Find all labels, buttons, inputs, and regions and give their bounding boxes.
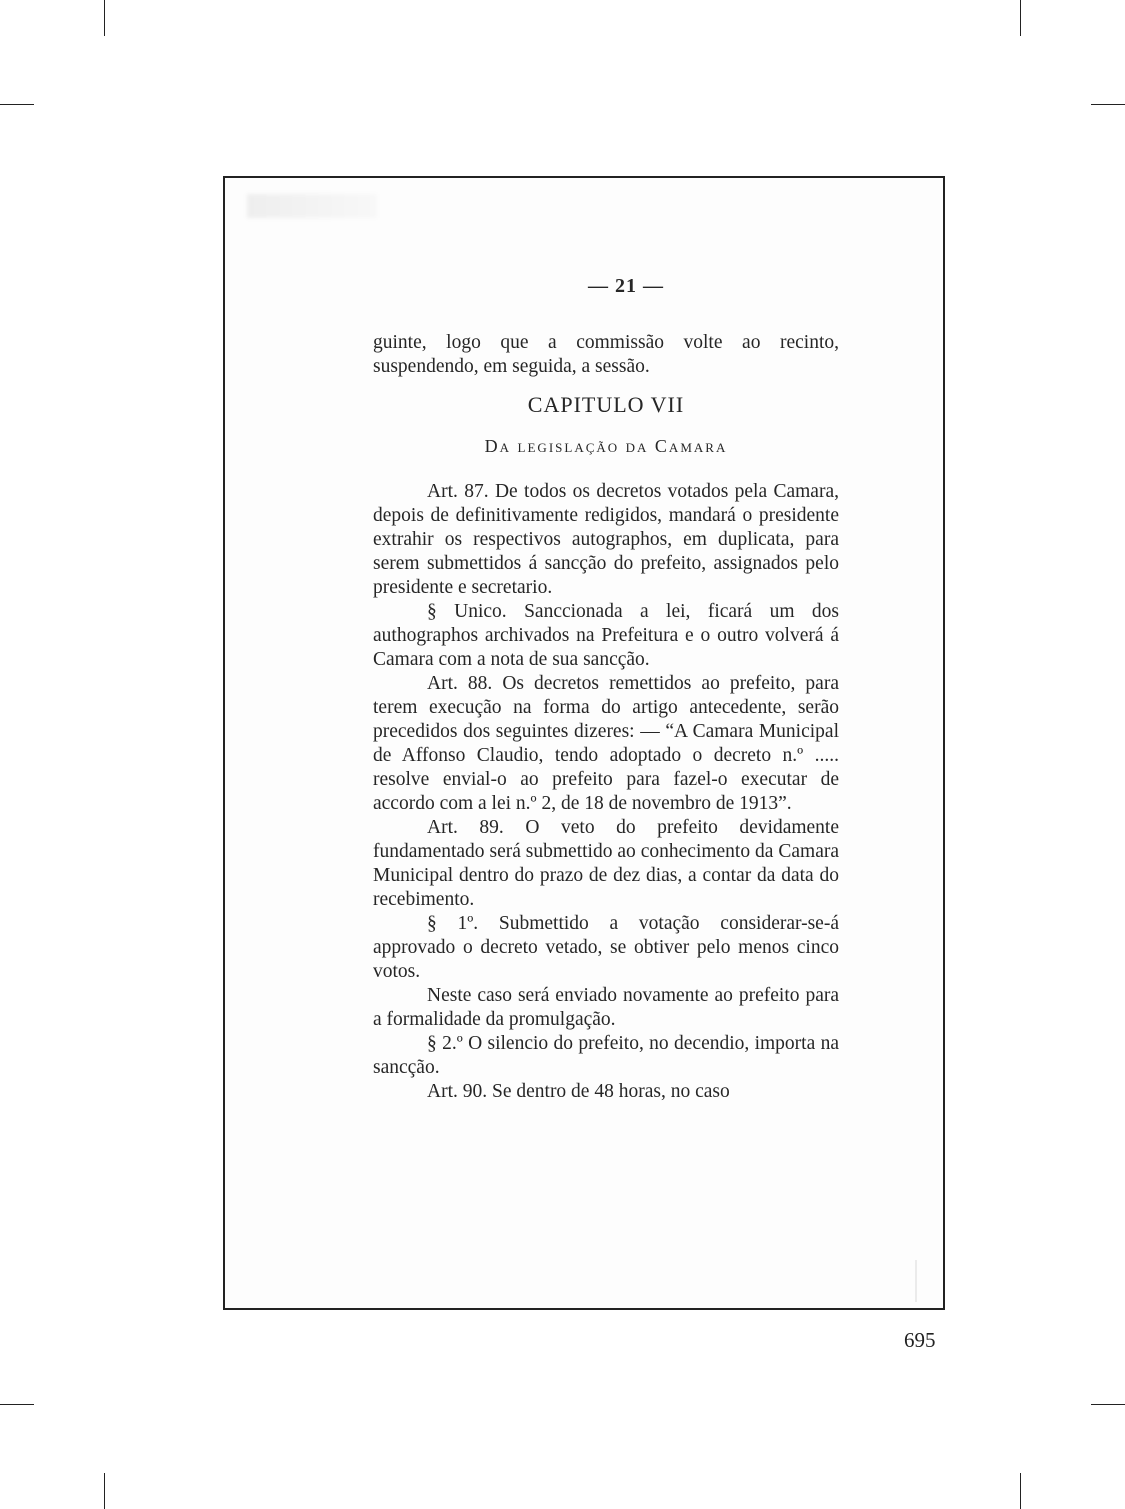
chapter-title: CAPITULO VII [527, 392, 685, 417]
paragraph-unico: § Unico. Sanccionada a lei, ficará um dos authographos archivados na Prefeitura e o outro volverá á Camara com a nota de sua sancção. [373, 601, 839, 670]
crop-mark [1091, 1404, 1125, 1405]
crop-mark [104, 1473, 105, 1509]
article-90: Art. 90. Se dentro de 48 horas, no caso [427, 1081, 730, 1102]
crop-mark [0, 1404, 34, 1405]
article-88: Art. 88. Os decretos remettidos ao prefeito, para terem execução na forma do artigo antecedente, serão precedidos dos seguintes dizeres: — “A Camara Municipal de Affonso Claudio, tendo adoptado o decreto n.º ..... resolve envial-o ao prefeito para fazel-o executar de accordo com a lei n.º 2, de 18 de novembro de 1913”. [373, 673, 839, 814]
article-89: Art. 89. O veto do prefeito devidamente fundamentado será submettido ao conhecimento da Camara Municipal dentro do prazo de dez dias, a contar da data do recebimento. [373, 817, 839, 910]
scanned-page-frame [223, 176, 945, 1310]
article-87: Art. 87. De todos os decretos votados pela Camara, depois de definitivamente redigidos, mandará o presidente extrahir os respectivos autographos, em duplicata, para serem submettidos á sancção do prefeito, assignados pelo presidente e secretario. [373, 481, 839, 598]
paragraph-2: § 2.º O silencio do prefeito, no decendio, importa na sancção. [373, 1033, 839, 1078]
chapter-subtitle: Da legislação da Camara [484, 436, 728, 456]
crop-mark [1020, 1473, 1021, 1509]
paragraph-1: § 1º. Submettido a votação considerar-se-á approvado o decreto vetado, se obtiver pelo menos cinco votos. [373, 913, 839, 982]
intro-paragraph: guinte, logo que a commissão volte ao recinto, suspendendo, em seguida, a sessão. [373, 332, 839, 377]
folio-number: 695 [904, 1328, 936, 1352]
scan-artifact [247, 194, 377, 218]
paragraph-neste-caso: Neste caso será enviado novamente ao prefeito para a formalidade da promulgação. [373, 985, 839, 1030]
crop-mark [1091, 104, 1125, 105]
scan-artifact [915, 1260, 917, 1302]
crop-mark [1020, 0, 1021, 36]
page-content [373, 274, 839, 1104]
running-page-number: — 21 — [588, 275, 664, 297]
crop-mark [0, 104, 34, 105]
crop-mark [104, 0, 105, 36]
